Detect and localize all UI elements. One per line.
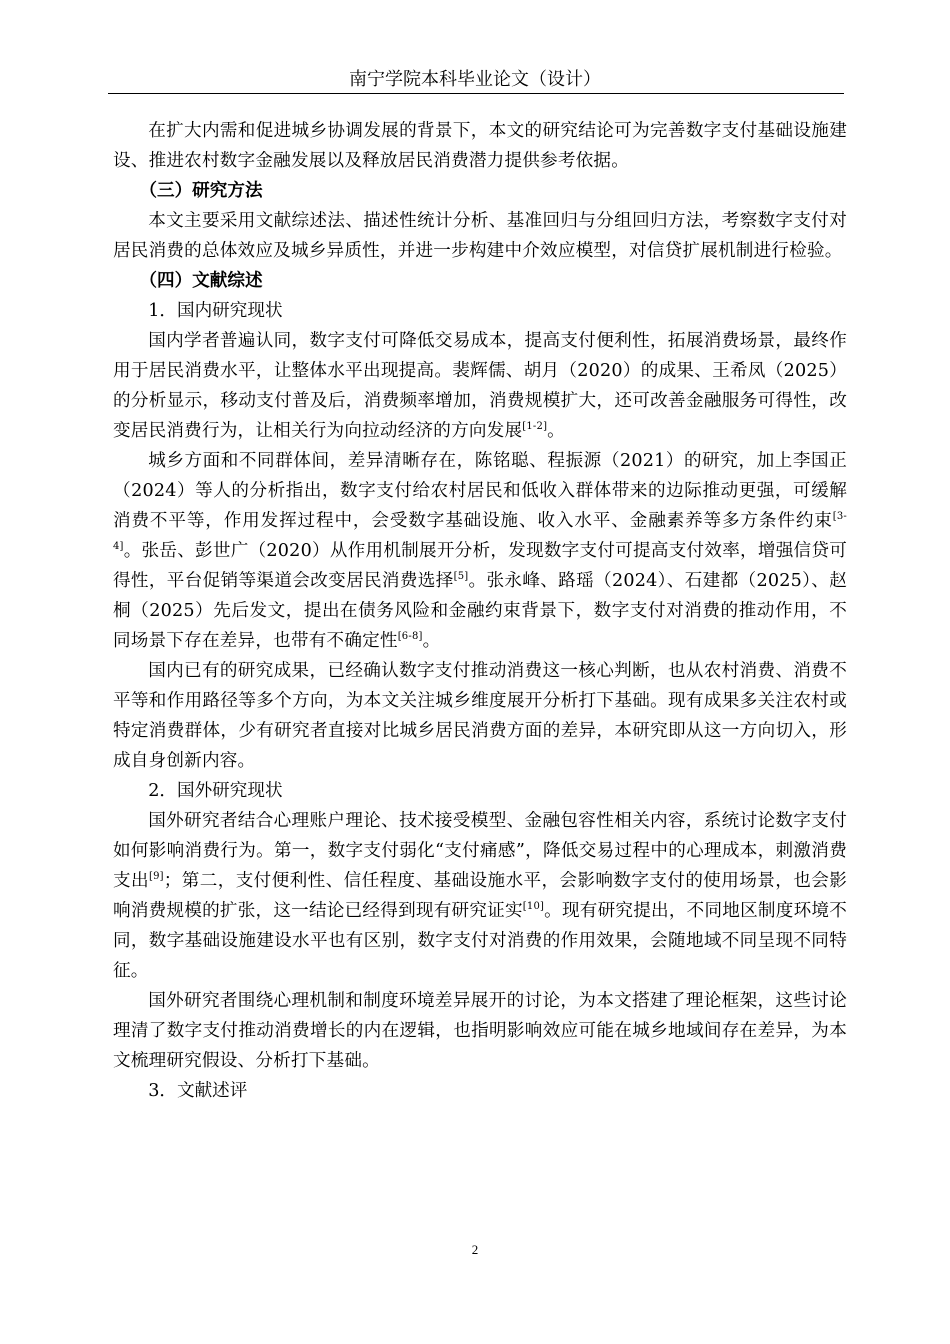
citation-ref: [10]: [522, 901, 545, 913]
body-paragraph: [113, 326, 847, 446]
paragraph-text: 。: [547, 421, 565, 441]
header-divider: [108, 93, 844, 94]
section-heading: （三）研究方法: [139, 180, 263, 201]
paragraph-text: 国外研究者结合心理账户理论、技术接受模型、金融包容性相关内容，系统讨论数字支付如何影响消费行为。第一，数字支付弱化“支付痛感”，降低交易过程中的心理成本，刺激消费支出: [113, 811, 847, 891]
paragraph-text: 本文主要采用文献综述法、描述性统计分析、基准回归与分组回归方法，考察数字支付对居民消费的总体效应及城乡异质性，并进一步构建中介效应模型，对信贷扩展机制进行检验。: [113, 211, 847, 261]
body-paragraph: [113, 446, 847, 656]
body-paragraph: [113, 116, 847, 176]
paragraph-text: 国外研究者围绕心理机制和制度环境差异展开的讨论，为本文搭建了理论框架，这些讨论理清了数字支付推动消费增长的内在逻辑，也指明影响效应可能在城乡地域间存在差异，为本文梳理研究假设、分析打下基础。: [113, 991, 847, 1071]
subsection-heading: 1．国内研究现状: [148, 301, 283, 321]
paragraph-text: 在扩大内需和促进城乡协调发展的背景下，本文的研究结论可为完善数字支付基础设施建设、推进农村数字金融发展以及释放居民消费潜力提供参考依据。: [113, 121, 847, 171]
subsection-heading: 2．国外研究现状: [148, 781, 283, 801]
citation-ref: [1-2]: [522, 421, 548, 433]
document-body: [113, 116, 847, 1106]
paragraph-text: 国内学者普遍认同，数字支付可降低交易成本，提高支付便利性，拓展消费场景，最终作用于居民消费水平，让整体水平出现提高。裴辉儒、胡月（2020）的成果、王希凤（2025）的分析显示，移动支付普及后，消费频率增加，消费规模扩大，还可改善金融服务可得性，改变居民消费行为，让相关行为向拉动经济的方向发展: [113, 331, 847, 441]
running-header-title: 南宁学院本科毕业论文（设计）: [349, 69, 601, 90]
paragraph-text: ；第二，支付便利性、信任程度、基础设施水平，会影响数字支付的使用场景，也会影响消费规模的扩张，这一结论已经得到现有研究证实: [113, 871, 848, 921]
paragraph-text: 城乡方面和不同群体间，差异清晰存在，陈铭聪、程振源（2021）的研究，加上李国正（2024）等人的分析指出，数字支付给农村居民和低收入群体带来的边际推动更强，可缓解消费不平等，作用发挥过程中，会受数字基础设施、收入水平、金融素养等多方条件约束: [113, 451, 847, 531]
citation-ref: [9]: [148, 871, 164, 883]
paragraph-text: 。张岳、彭世广（2020）从作用机制展开分析，发现数字支付可提高支付效率，增强信贷可得性，平台促销等渠道会改变居民消费选择: [113, 541, 847, 591]
section-heading: （四）文献综述: [139, 270, 263, 291]
citation-ref: [3-4]: [113, 511, 847, 553]
paragraph-text: 国内已有的研究成果，已经确认数字支付推动消费这一核心判断，也从农村消费、消费不平等和作用路径等多个方向，为本文关注城乡维度展开分析打下基础。现有成果多关注农村或特定消费群体，少有研究者直接对比城乡居民消费方面的差异，本研究即从这一方向切入，形成自身创新内容。: [113, 661, 847, 771]
paragraph-text: 。张永峰、路瑶（2024）、石建都（2025）、赵桐（2025）先后发文，提出在债务风险和金融约束背景下，数字支付对消费的推动作用，不同场景下存在差异，也带有不确定性: [113, 571, 847, 651]
citation-ref: [5]: [453, 571, 469, 583]
body-paragraph: [113, 806, 847, 986]
body-paragraph: [113, 986, 847, 1076]
paragraph-text: 。: [422, 631, 441, 651]
body-paragraph: [113, 656, 847, 776]
paragraph-text: 。现有研究提出，不同地区制度环境不同，数字基础设施建设水平也有区别，数字支付对消费的作用效果，会随地域不同呈现不同特征。: [113, 901, 847, 981]
citation-ref: [6-8]: [397, 631, 423, 643]
body-paragraph: [113, 206, 847, 266]
page-number: 2: [471, 1242, 479, 1257]
subsection-heading: 3．文献述评: [148, 1081, 248, 1101]
